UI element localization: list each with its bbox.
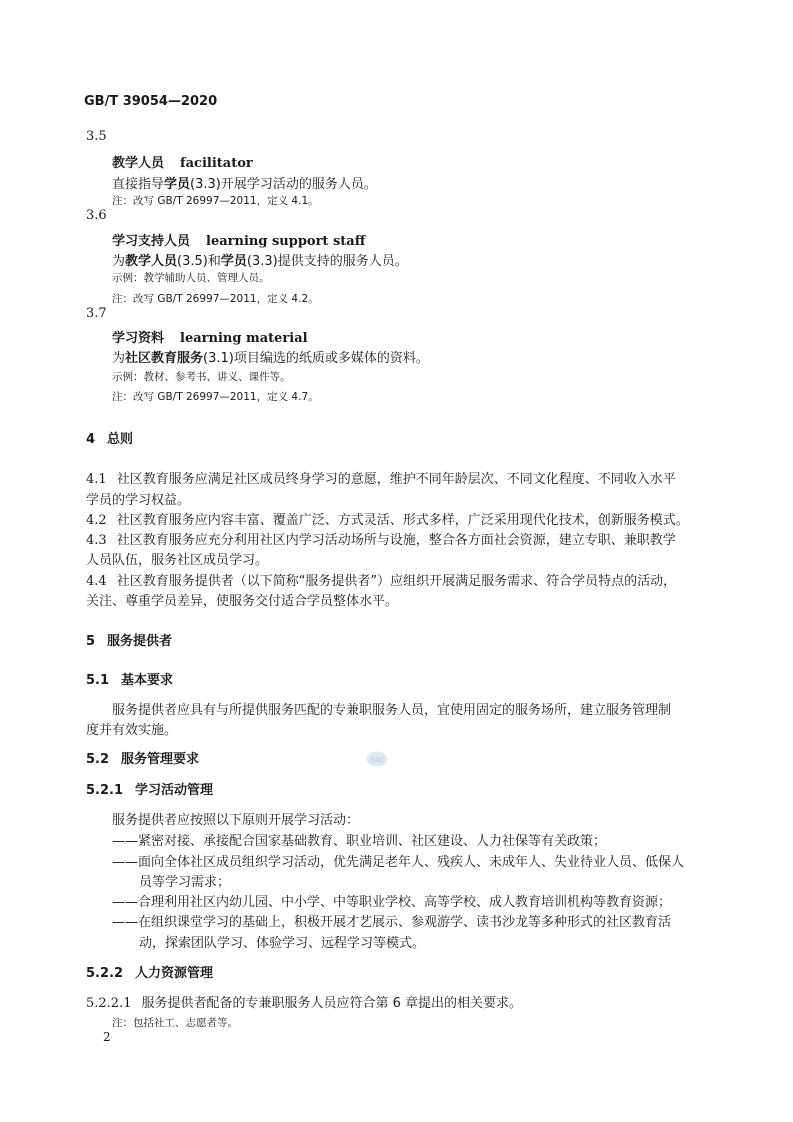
- clause-number: 4.1: [86, 472, 107, 487]
- subsection-number: 5.1: [86, 673, 110, 688]
- subsection-number: 5.2.2: [86, 966, 124, 981]
- subsection-title: 基本要求: [121, 673, 174, 688]
- clause-number: 4.4: [86, 574, 107, 589]
- definition-example: 示例：教学辅助人员、管理人员。: [112, 272, 270, 284]
- subsection-heading: [86, 779, 213, 798]
- clause-4-1-line-1: [86, 468, 676, 487]
- section-title: 服务提供者: [107, 634, 173, 649]
- clause-4-1-line-2: 学员的学习权益。: [86, 493, 191, 508]
- subsection-heading: [86, 748, 199, 767]
- list-dash: ——: [112, 895, 138, 910]
- clause-number: 4.2: [86, 513, 107, 528]
- definition-part: (3.3)开展学习活动的服务人员。: [190, 177, 377, 192]
- list-item-text: 紧密对接、承接配合国家基础教育、职业培训、社区建设、人力社保等有关政策；: [138, 834, 607, 849]
- subsection-title: 学习活动管理: [135, 783, 214, 798]
- clause-number: 3.7: [86, 306, 107, 321]
- clause-text: 社区教育服务应内容丰富、覆盖广泛、方式灵活、形式多样，广泛采用现代化技术，创新服务模式。: [116, 513, 689, 528]
- subsection-heading: [86, 669, 173, 688]
- subsection-heading: [86, 962, 213, 981]
- subsection-number: 5.2: [86, 752, 110, 767]
- term-zh: 教学人员: [112, 156, 165, 171]
- clause-number: 3.6: [86, 208, 107, 223]
- section-number: 5: [86, 634, 96, 649]
- term-reference: 社区教育服务: [125, 351, 204, 366]
- subsection-title: 人力资源管理: [135, 966, 214, 981]
- definition-part: 直接指导: [112, 177, 165, 192]
- list-item: [112, 891, 671, 910]
- term-entry: [112, 230, 365, 249]
- list-item: [112, 830, 606, 849]
- definition-part: 为: [112, 351, 126, 366]
- term-entry: [112, 327, 308, 346]
- definition-part: (3.1)项目编选的纸质或多媒体的资料。: [203, 351, 429, 366]
- clause-number: 3.5: [86, 129, 107, 144]
- definition-example: 示例：教材、参考书、讲义、课件等。: [112, 371, 291, 383]
- paragraph-line: 服务提供者应具有与所提供服务匹配的专兼职服务人员，宜使用固定的服务场所，建立服务管理制: [112, 703, 672, 718]
- clause-number: 4.3: [86, 533, 107, 548]
- document-header: GB/T 39054—2020: [84, 94, 218, 109]
- subsection-title: 服务管理要求: [121, 752, 200, 767]
- list-item-text: 合理利用社区内幼儿园、中小学、中等职业学校、高等学校、成人教育培训机构等教育资源；: [138, 895, 672, 910]
- definition-note: 注：改写 GB/T 26997—2011，定义 4.7。: [112, 391, 319, 403]
- list-item: [112, 851, 684, 870]
- section-heading: [86, 630, 172, 649]
- clause-4-3-line-1: [86, 529, 676, 548]
- term-reference: 学员: [164, 177, 191, 192]
- clause-4-4-line-2: 关注、尊重学员差异，使服务交付适合学员整体水平。: [86, 594, 399, 609]
- paragraph-line: 度并有效实施。: [86, 723, 178, 738]
- term-zh: 学习支持人员: [112, 234, 191, 249]
- list-item-text: 在组织课堂学习的基础上，积极开展才艺展示、参观游学、读书沙龙等多种形式的社区教育活: [138, 915, 672, 930]
- definition-part: (3.3)提供支持的服务人员。: [246, 254, 408, 269]
- section-number: 4: [86, 432, 96, 447]
- clause-text: 社区教育服务应充分利用社区内学习活动场所与设施，整合各方面社会资源，建立专职、兼职教学: [116, 533, 676, 548]
- definition-text: [112, 347, 429, 366]
- clause-5-2-2-1: [86, 992, 522, 1011]
- list-item: [112, 911, 671, 930]
- clause-text: 服务提供者配备的专兼职服务人员应符合第 6 章提出的相关要求。: [141, 996, 523, 1011]
- section-title: 总则: [107, 432, 134, 447]
- clause-text: 社区教育服务提供者（以下简称“服务提供者”）应组织开展满足服务需求、符合学员特点的活动，: [116, 574, 677, 589]
- term-reference: 学员: [220, 254, 247, 269]
- definition-text: [112, 250, 408, 269]
- term-reference: 教学人员: [125, 254, 178, 269]
- subsection-number: 5.2.1: [86, 783, 124, 798]
- term-en: learning support staff: [206, 234, 366, 249]
- sac-watermark-logo: [366, 751, 388, 767]
- term-entry: [112, 152, 253, 171]
- list-dash: ——: [112, 834, 138, 849]
- list-dash: ——: [112, 855, 138, 870]
- clause-4-2: [86, 509, 689, 528]
- list-item-text: 面向全体社区成员组织学习活动，优先满足老年人、残疾人、未成年人、失业待业人员、低保人: [138, 855, 685, 870]
- clause-number: 5.2.2.1: [86, 996, 132, 1011]
- clause-text: 社区教育服务应满足社区成员终身学习的意愿，维护不同年龄层次、不同文化程度、不同收入水平: [116, 472, 676, 487]
- page-number: 2: [103, 1030, 111, 1044]
- term-en: facilitator: [180, 156, 253, 171]
- definition-part: (3.5)和: [177, 254, 221, 269]
- paragraph-line: 服务提供者应按照以下原则开展学习活动：: [112, 813, 360, 828]
- clause-note: 注：包括社工、志愿者等。: [112, 1017, 238, 1029]
- term-en: learning material: [180, 331, 308, 346]
- definition-text: [112, 173, 377, 192]
- clause-4-3-line-2: 人员队伍，服务社区成员学习。: [86, 553, 269, 568]
- definition-note: 注：改写 GB/T 26997—2011，定义 4.2。: [112, 293, 319, 305]
- list-item-continuation: 员等学习需求；: [139, 875, 231, 890]
- definition-note: 注：改写 GB/T 26997—2011，定义 4.1。: [112, 195, 319, 207]
- watermark-text: SAC: [369, 756, 385, 764]
- clause-4-4-line-1: [86, 570, 676, 589]
- list-dash: ——: [112, 915, 138, 930]
- list-item-continuation: 动，探索团队学习、体验学习、远程学习等模式。: [139, 936, 426, 951]
- term-zh: 学习资料: [112, 331, 165, 346]
- section-heading: [86, 428, 133, 447]
- definition-part: 为: [112, 254, 126, 269]
